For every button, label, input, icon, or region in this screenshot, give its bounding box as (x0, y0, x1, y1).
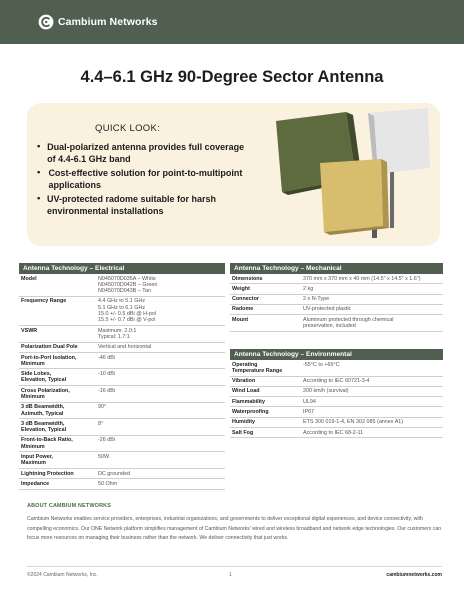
brand-logo[interactable] (38, 14, 158, 30)
mechanical-table-title: Antenna Technology – Mechanical (230, 263, 443, 274)
table-row (230, 305, 443, 315)
row-value: -16 dBi (98, 387, 116, 394)
row-label: Impedance (21, 480, 50, 487)
row-label: Flammability (232, 398, 265, 405)
bullet-icon: • (37, 193, 41, 204)
table-row (19, 274, 225, 297)
row-value: IP67 (303, 409, 315, 416)
environmental-rows (230, 360, 443, 438)
table-row (230, 418, 443, 428)
row-value: -26 dBi (98, 437, 116, 444)
row-label: Model (21, 275, 37, 282)
row-value: Maximum: 2.0:1 Typical: 1.7:1 (98, 327, 137, 340)
footer-divider (27, 566, 442, 567)
row-value: 8° (98, 420, 104, 427)
table-row (19, 479, 225, 489)
row-label: Radome (232, 306, 254, 313)
row-label: Salt Fog (232, 429, 254, 436)
electrical-rows (19, 274, 225, 490)
row-label: Lightning Protection (21, 470, 74, 477)
table-row (230, 360, 443, 377)
row-label: Waterproofing (232, 409, 269, 416)
header-bar (0, 0, 464, 44)
mechanical-table (230, 263, 443, 332)
row-value: 2 kg (303, 285, 314, 292)
bullet-text: Cost-effective solution for point-to-multipoint applications (48, 168, 243, 190)
row-value: -10 dBi (98, 371, 116, 378)
row-value: 4.4 GHz to 5.1 GHz 5.1 GHz to 6.1 GHz 15.0 +/- 0.5 dBi @ H-pol 15.5 +/- 0.7 dBi @ V-pol (98, 298, 157, 324)
row-label: Weight (232, 285, 250, 292)
cambium-logo-icon (38, 14, 54, 30)
about-heading: ABOUT CAMBIUM NETWORKS (27, 503, 112, 509)
quick-look-list (37, 141, 252, 219)
page-title: 4.4–6.1 GHz 90-Degree Sector Antenna (80, 68, 384, 86)
table-row (19, 326, 225, 343)
table-row (19, 386, 225, 403)
row-label: Side Lobes, Elevation, Typical (21, 371, 67, 384)
row-label: 3 dB Beamwidth, Elevation, Typical (21, 420, 67, 434)
table-row (19, 469, 225, 479)
table-row (230, 295, 443, 305)
table-row (230, 428, 443, 438)
table-row (230, 315, 443, 332)
table-row (230, 387, 443, 397)
table-row (19, 343, 225, 353)
electrical-table (19, 263, 225, 490)
row-value: DC grounded (98, 470, 131, 477)
electrical-table-title: Antenna Technology – Electrical (19, 263, 225, 274)
table-row (230, 284, 443, 294)
table-row (19, 436, 225, 453)
bullet-icon: • (37, 141, 41, 152)
row-label: Mount (232, 316, 249, 323)
footer-page-number: 1 (229, 572, 232, 578)
bullet-text: UV-protected radome suitable for harsh environmental installations (46, 194, 217, 216)
bullet-text: Dual-polarized antenna provides full coverage of 4.4-6.1 GHz band (47, 142, 245, 164)
environmental-table (230, 349, 443, 438)
brand-name: Cambium Networks (58, 16, 158, 28)
table-row (19, 297, 225, 326)
table-row (230, 407, 443, 417)
row-value: -55°C to +65°C (303, 361, 340, 368)
row-value: UV-protected plastic (303, 306, 352, 313)
row-label: Operating Temperature Range (232, 361, 283, 374)
list-item (37, 141, 252, 165)
row-value: Vertical and horizontal (98, 344, 152, 351)
row-label: Dimensions (232, 275, 263, 282)
table-row (230, 397, 443, 407)
antenna-panels-photo (258, 108, 433, 238)
list-item (37, 193, 252, 217)
row-label: Humidity (232, 419, 256, 426)
table-row (230, 377, 443, 387)
footer-website-link[interactable]: cambiumnetworks.com (386, 572, 442, 578)
row-value: 200 km/h (survival) (303, 388, 349, 395)
row-value: UL94 (303, 398, 316, 405)
row-value: 90° (98, 404, 107, 411)
row-value: According to IEC 68-2-11 (303, 429, 364, 436)
table-row (19, 403, 225, 420)
about-paragraph: Cambium Networks enables service providers, enterprises, industrial organizations, and governments to deliver exceptional digital experiences, and device connectivity, with compelling economics. Our ONE Network platform simplifies management of Cambium Networks' wired and wireless broadband and network edge technologies. Our customers can focus more resources on managing their business rather than the network. We deliver connectivity that just works. (27, 516, 442, 541)
row-label: Wind Load (232, 388, 260, 395)
row-value: According to IEC 60721-3-4 (303, 378, 370, 385)
row-label: Cross Polarization, Minimum (21, 387, 70, 400)
table-row (19, 353, 225, 370)
table-row (230, 274, 443, 284)
row-value: 2 x N-Type (303, 296, 330, 303)
row-label: Frequency Range (21, 298, 67, 305)
row-label: Input Power, Maximum (21, 453, 54, 467)
row-value: -46 dBi (98, 354, 116, 361)
row-value: 370 mm x 370 mm x 40 mm (14.5" x 14.5" x 1.6") (303, 275, 421, 282)
table-row (19, 369, 225, 386)
list-item (37, 167, 252, 191)
footer-copyright: ©2024 Cambium Networks, Inc. (27, 572, 98, 578)
row-label: Polarization Dual Pole (21, 344, 78, 351)
row-value: 50W (98, 453, 110, 460)
row-label: Connector (232, 296, 259, 303)
row-label: Port-to-Port Isolation, Minimum (21, 354, 77, 367)
bullet-icon: • (37, 167, 41, 178)
table-row (19, 419, 225, 436)
quick-look-heading: QUICK LOOK: (95, 123, 161, 134)
mechanical-rows (230, 274, 443, 332)
row-value: N045070D035A – White N045070D042B – Green N045070D043B – Tan (98, 275, 158, 295)
row-value: 50 Ohm (98, 480, 118, 487)
table-row (19, 452, 225, 469)
row-label: VSWR (21, 327, 38, 334)
row-value: ETS 300 019-1-4, EN 302 085 (annex A1) (303, 419, 404, 426)
row-value: Aluminum protected through chemical preservation, included (303, 316, 394, 330)
environmental-table-title: Antenna Technology – Environmental (230, 349, 443, 360)
row-label: 3 dB Beamwidth, Azimuth, Typical (21, 404, 65, 417)
row-label: Vibration (232, 378, 256, 385)
row-label: Front-to-Back Ratio, Minimum (21, 437, 73, 450)
